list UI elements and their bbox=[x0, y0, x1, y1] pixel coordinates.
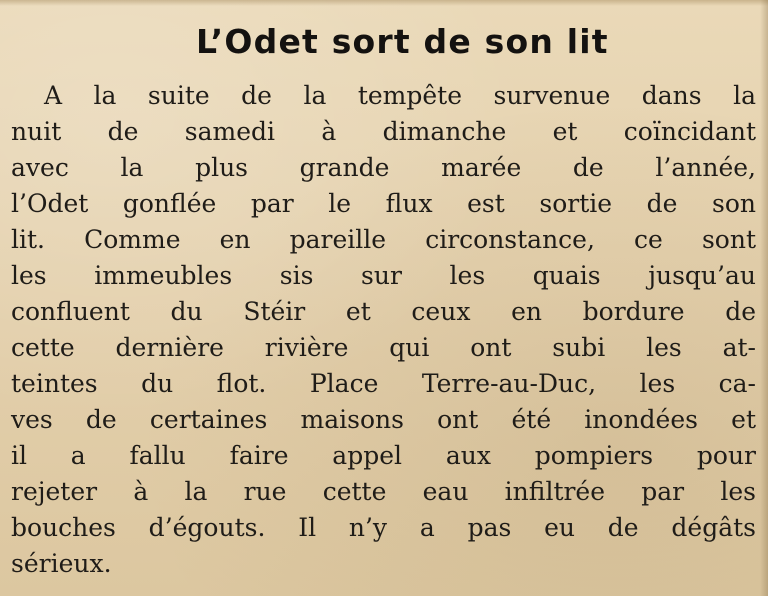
article-line: les immeubles sis sur les quais jusqu’au bbox=[11, 261, 756, 290]
article-headline: L’Odet sort de son lit bbox=[196, 22, 609, 61]
article-line: cette dernière rivière qui ont subi les at- bbox=[11, 333, 756, 362]
paper-edge-shadow-top bbox=[0, 0, 768, 6]
article-body bbox=[11, 78, 756, 582]
article-line: il a fallu faire appel aux pompiers pour bbox=[11, 441, 756, 470]
article-line: ves de certaines maisons ont été inondées et bbox=[11, 405, 756, 434]
article-line: confluent du Stéir et ceux en bordure de bbox=[11, 297, 756, 326]
article-line: nuit de samedi à dimanche et coïncidant bbox=[11, 117, 756, 146]
article-line: l’Odet gonflée par le flux est sortie de son bbox=[11, 189, 756, 218]
paper-edge-shadow-right bbox=[760, 0, 768, 596]
article-line: avec la plus grande marée de l’année, bbox=[11, 153, 756, 182]
article-line: sérieux. bbox=[11, 549, 112, 578]
article-line: bouches d’égouts. Il n’y a pas eu de dégâts bbox=[11, 513, 756, 542]
article-line: A la suite de la tempête survenue dans la bbox=[44, 81, 756, 110]
article-line: rejeter à la rue cette eau infiltrée par les bbox=[11, 477, 756, 506]
article-line: teintes du flot. Place Terre-au-Duc, les ca- bbox=[11, 369, 756, 398]
article-line: lit. Comme en pareille circonstance, ce sont bbox=[11, 225, 756, 254]
